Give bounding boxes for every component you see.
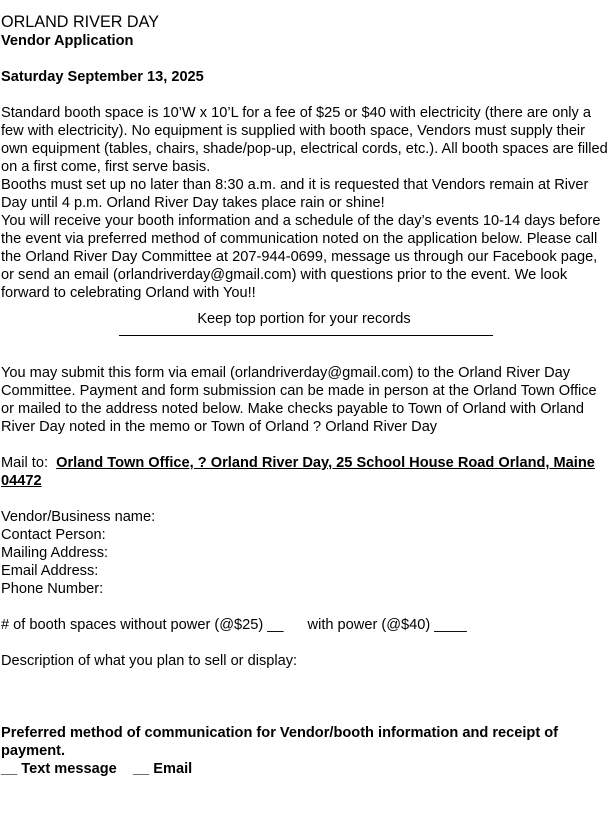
mailing-address-field: Mailing Address:	[1, 545, 109, 561]
phone-number-field: Phone Number:	[1, 581, 104, 597]
application-subtitle: Vendor Application	[1, 33, 134, 49]
intro-paragraph-booth-space: Standard booth space is 10’W x 10’L for a fee of $25 or $40 with electricity (there are only a few with electricity). No equipment is supplied with booth space, Vendors must supply their own equipment (tables, chairs, shade/pop-up, electrical cords, etc.). All booth spaces are filled on a first come, first serve basis.	[1, 105, 608, 175]
preferred-communication-heading: Preferred method of communication for Vendor/booth information and receipt of payment.	[1, 725, 559, 759]
event-date: Saturday September 13, 2025	[1, 69, 204, 85]
event-title: ORLAND RIVER DAY	[1, 13, 160, 31]
preferred-communication-options: __ Text message __ Email	[1, 761, 193, 777]
vendor-name-field: Vendor/Business name:	[1, 509, 156, 525]
description-field: Description of what you plan to sell or display:	[1, 653, 298, 669]
booth-spaces-line	[1, 616, 608, 634]
keep-records-note: Keep top portion for your records	[197, 311, 411, 327]
submission-instructions: You may submit this form via email (orlandriverday@gmail.com) to the Orland River Day Committee. Payment and form submission can be made in person at the Orland Town Office or mailed to the address noted below. Make checks payable to Town of Orland with Orland River Day noted in the memo or Town of Orland ? Orland River Day	[1, 365, 597, 435]
booth-with-power: with power (@$40) ____	[307, 617, 467, 633]
contact-person-field: Contact Person:	[1, 527, 106, 543]
email-address-field: Email Address:	[1, 563, 99, 579]
mail-address: Orland Town Office, ? Orland River Day, 25 School House Road Orland, Maine 04472	[1, 455, 595, 489]
intro-paragraph-communication: You will receive your booth information and a schedule of the day’s events 10-14 days before the event via preferred method of communication noted on the application below. Please call the Orland River Day Committee at 207-944-0699, message us through our Facebook page, or send an email (orlandriverday@gmail.com) with questions prior to the event. We look forward to celebrating Orland with You!!	[1, 213, 601, 301]
mail-to-line	[1, 454, 608, 490]
mail-to-label: Mail to:	[1, 455, 57, 471]
intro-paragraph-setup-time: Booths must set up no later than 8:30 a.m. and it is requested that Vendors remain at River Day until 4 p.m. Orland River Day takes place rain or shine!	[1, 177, 589, 211]
booth-without-power: # of booth spaces without power (@$25) __	[1, 617, 284, 633]
